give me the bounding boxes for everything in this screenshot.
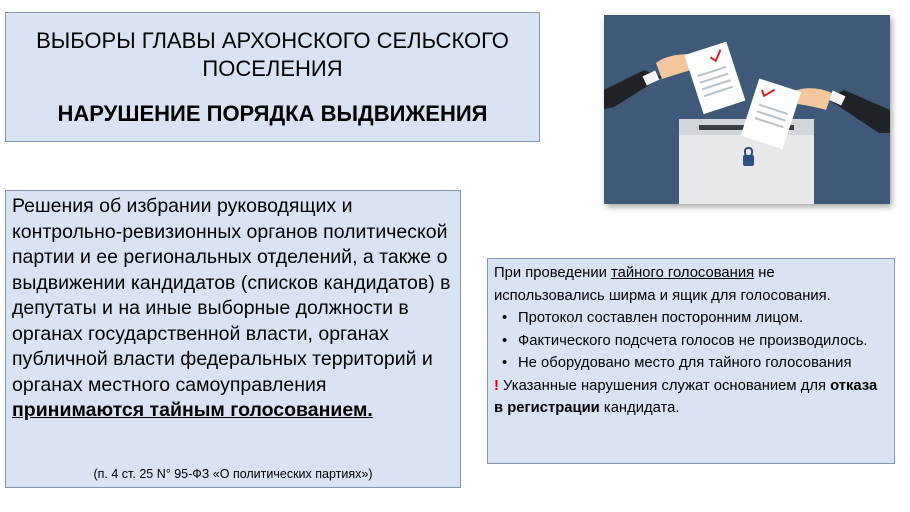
- list-item: • Не оборудовано место для тайного голосования: [494, 352, 888, 375]
- warning-text: Указанные нарушения служат основанием для: [498, 377, 831, 394]
- page-title: ВЫБОРЫ ГЛАВЫ АРХОНСКОГО СЕЛЬСКОГО ПОСЕЛЕНИЯ: [36, 28, 509, 81]
- decision-text: [12, 194, 454, 424]
- intro-underlined: тайного голосования: [611, 265, 755, 281]
- violations-list: [494, 307, 888, 375]
- decision-body: Решения об избрании руководящих и контрольно-ревизионных органов политической партии и ее региональных отделений, а также о выдвижении кандидатов (списков кандидатов) в депутаты и на иные выборные должности в органах государственной власти, органах публичной власти федеральных территорий и органах местного самоуправления: [12, 195, 451, 396]
- warning-bold: отказа в регистрации: [494, 377, 878, 416]
- title-box: [5, 12, 540, 142]
- intro-after: не использовались ширма и ящик для голосования.: [494, 265, 831, 304]
- decision-emphasis: принимаются тайным голосованием.: [12, 399, 373, 421]
- violations-box: [487, 258, 895, 464]
- page-subtitle: НАРУШЕНИЕ ПОРЯДКА ВЫДВИЖЕНИЯ: [57, 101, 488, 126]
- intro-before: При проведении: [494, 265, 611, 281]
- decision-source: (п. 4 ст. 25 N° 95-ФЗ «О политических партиях»): [93, 467, 373, 481]
- warning-icon: !: [494, 377, 499, 394]
- list-item: • Протокол составлен посторонним лицом.: [494, 307, 888, 330]
- ballot-box-illustration: [604, 15, 890, 204]
- violations-warning: [494, 375, 888, 420]
- list-item: • Фактического подсчета голосов не производилось.: [494, 330, 888, 353]
- violations-intro: [494, 262, 888, 307]
- decision-box: [5, 190, 461, 488]
- warning-end: кандидата.: [599, 400, 680, 416]
